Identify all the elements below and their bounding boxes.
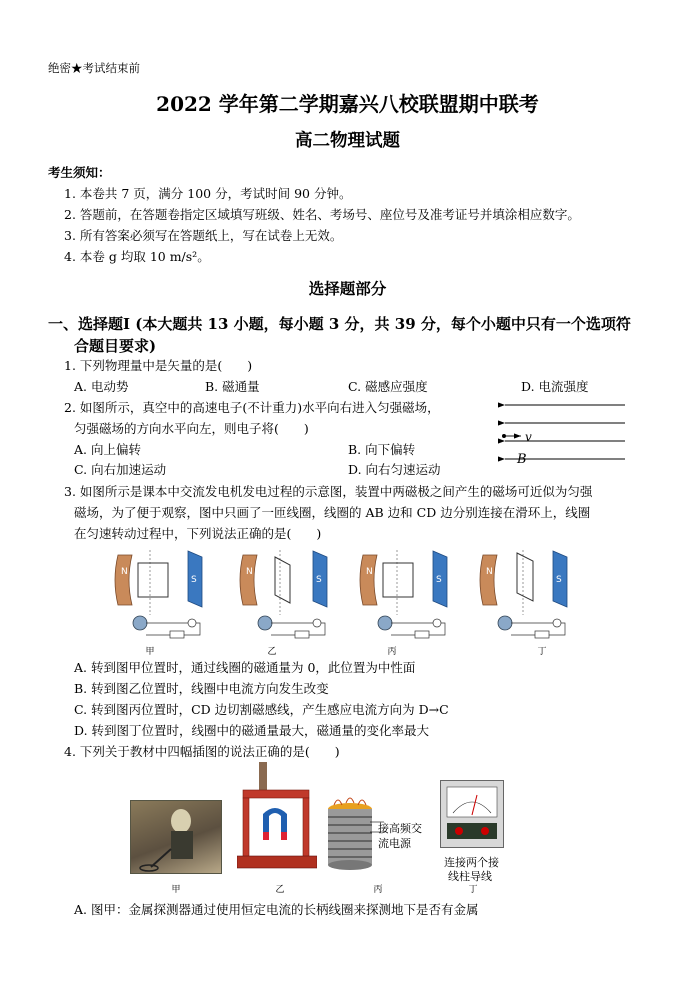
exam-subtitle: 高二物理试题: [295, 131, 400, 151]
q2-velocity-label: v: [525, 430, 532, 444]
q4-figure-label-bing: 丙: [373, 885, 383, 895]
pole-s-bing: S: [436, 575, 442, 585]
generator-figure-ding: [475, 545, 580, 645]
q3-figure-label-ding: 丁: [537, 647, 547, 657]
q1-option-b: B. 磁通量: [205, 379, 260, 394]
q3-figure-label-bing: 丙: [387, 647, 397, 657]
metal-detector-photo: [130, 800, 222, 874]
q2-field-label: B: [517, 452, 527, 467]
notice-item-4: 4. 本卷 g 均取 10 m/s²。: [64, 249, 210, 264]
q4-option-a: A. 图甲：金属探测器通过使用恒定电流的长柄线圈来探测地下是否有金属: [74, 902, 479, 917]
electron-dot: [502, 434, 506, 438]
q2-option-d: D. 向右匀速运动: [348, 462, 441, 477]
section-heading-line2: 合题目要求): [74, 337, 157, 355]
q4-figure-label-ding: 丁: [468, 885, 478, 895]
notice-item-1: 1. 本卷共 7 页，满分 100 分，考试时间 90 分钟。: [64, 186, 352, 201]
magnet-frame-figure: [237, 760, 317, 875]
q1-option-a: A. 电动势: [74, 379, 129, 394]
q3-option-b: B. 转到图乙位置时，线圈中电流方向发生改变: [74, 681, 329, 696]
q4-figure-label-yi: 乙: [275, 885, 285, 895]
ding-note-line1: 连接两个接: [444, 856, 499, 869]
q3-option-d: D. 转到图丁位置时，线圈中的磁通量最大，磁通量的变化率最大: [74, 723, 430, 738]
notice-heading: 考生须知：: [48, 165, 111, 180]
pole-n-jia: N: [121, 567, 128, 577]
bing-note-line1: 接高频交: [378, 822, 422, 835]
q2-option-c: C. 向右加速运动: [74, 462, 167, 477]
q2-option-a: A. 向上偏转: [74, 442, 141, 457]
q2-stem-line1: 2. 如图所示，真空中的高速电子(不计重力)水平向右进入匀强磁场，: [64, 400, 440, 415]
q2-option-b: B. 向下偏转: [348, 442, 416, 457]
secret-label: 绝密★考试结束前: [48, 61, 140, 75]
q1-option-d: D. 电流强度: [521, 379, 589, 394]
q3-stem-line1: 3. 如图所示是课本中交流发电机发电过程的示意图，装置中两磁极之间产生的磁场可近似为匀强: [64, 484, 593, 499]
generator-figure-yi: [235, 545, 340, 645]
exam-title: 2022 学年第二学期嘉兴八校联盟期中联考: [156, 92, 539, 116]
galvanometer-figure: [440, 780, 504, 848]
bing-note-line2: 流电源: [378, 837, 411, 850]
q3-stem-line3: 在匀速转动过程中，下列说法正确的是( ): [74, 526, 322, 541]
q4-stem: 4. 下列关于教材中四幅插图的说法正确的是( ): [64, 744, 340, 759]
section-title: 选择题部分: [308, 279, 387, 298]
pole-s-ding: S: [556, 575, 562, 585]
generator-figure-jia: [110, 545, 215, 645]
generator-figure-bing: [355, 545, 460, 645]
q3-option-c: C. 转到图丙位置时，CD 边切割磁感线，产生感应电流方向为 D→C: [74, 702, 449, 717]
pole-n-ding: N: [486, 567, 493, 577]
notice-item-3: 3. 所有答案必须写在答题纸上，写在试卷上无效。: [64, 228, 343, 243]
pole-s-jia: S: [191, 575, 197, 585]
pole-n-yi: N: [246, 567, 253, 577]
q2-stem-line2: 匀强磁场的方向水平向左，则电子将( ): [74, 421, 309, 436]
q1-option-c: C. 磁感应强度: [348, 379, 428, 394]
q3-stem-line2: 磁场，为了便于观察，图中只画了一匝线圈，线圈的 AB 边和 CD 边分别连接在滑环上，线圈: [74, 505, 591, 520]
section-heading-line1: 一、选择题Ⅰ (本大题共 13 小题，每小题 3 分，共 39 分，每个小题中只有一个选项符: [48, 315, 631, 333]
q3-figure-label-jia: 甲: [145, 647, 155, 657]
pole-s-yi: S: [316, 575, 322, 585]
q1-stem: 1. 下列物理量中是矢量的是( ): [64, 358, 253, 373]
q3-option-a: A. 转到图甲位置时，通过线圈的磁通量为 0，此位置为中性面: [74, 660, 416, 675]
q4-figure-label-jia: 甲: [171, 885, 181, 895]
notice-item-2: 2. 答题前，在答题卷指定区域填写班级、姓名、考场号、座位号及准考证号并填涂相应数字。: [64, 207, 580, 222]
q3-figure-label-yi: 乙: [267, 647, 277, 657]
ding-note-line2: 线柱导线: [448, 870, 492, 883]
pole-n-bing: N: [366, 567, 373, 577]
q2-field-figure: [495, 395, 635, 475]
